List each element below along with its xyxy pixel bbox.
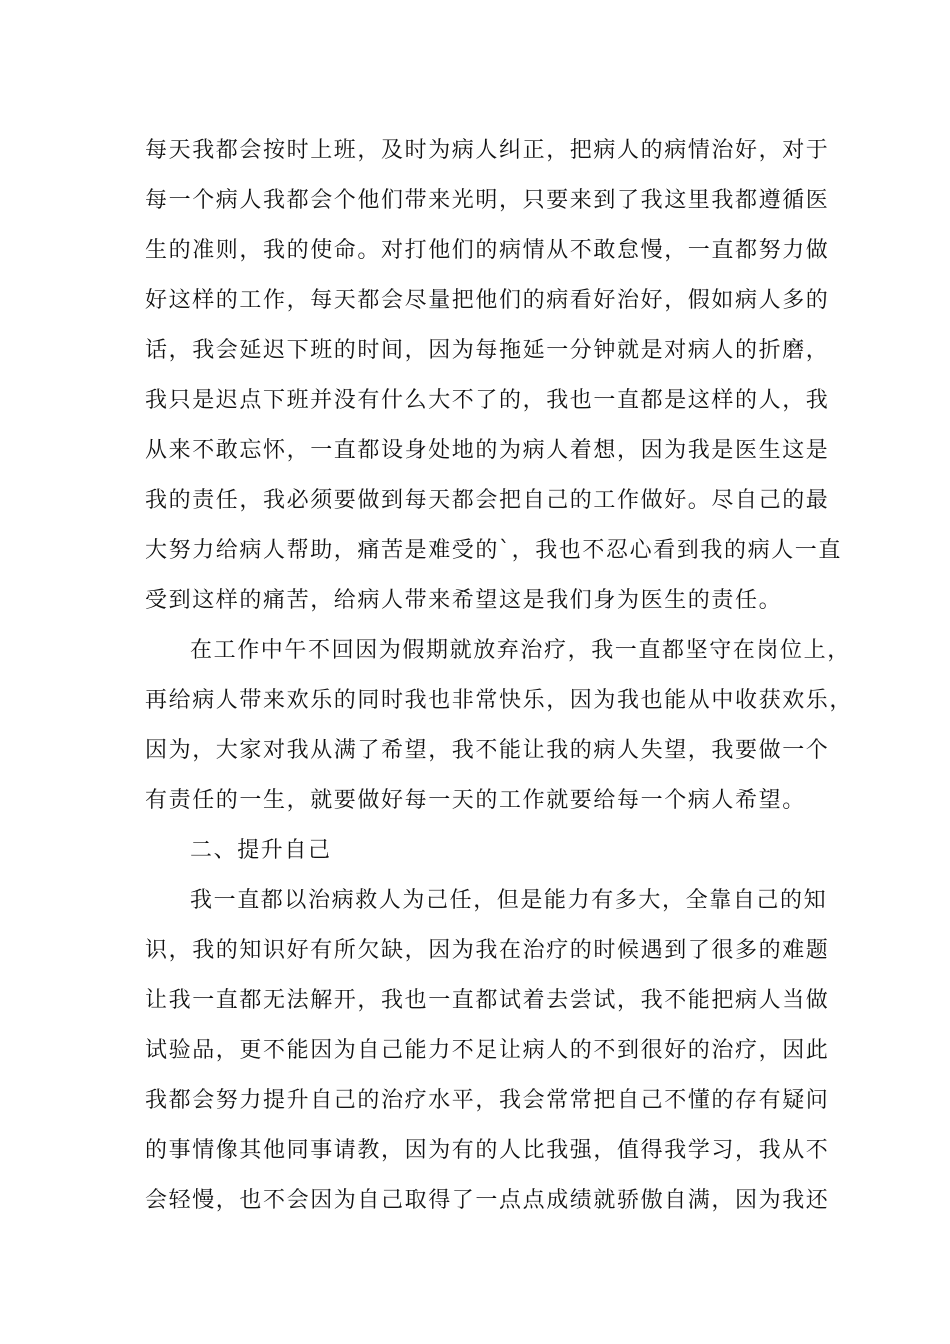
- text-line: 会轻慢，也不会因为自己取得了一点点成绩就骄傲自满，因为我还: [145, 1188, 830, 1213]
- text-line: 再给病人带来欢乐的同时我也非常快乐，因为我也能从中收获欢乐，: [145, 688, 854, 713]
- text-line: 试验品，更不能因为自己能力不足让病人的不到很好的治疗，因此: [145, 1038, 830, 1063]
- text-line: 受到这样的痛苦，给病人带来希望这是我们身为医生的责任。: [145, 588, 783, 613]
- text-line: 每一个病人我都会个他们带来光明，只要来到了我这里我都遵循医: [145, 188, 830, 213]
- text-line: 从来不敢忘怀，一直都设身处地的为病人着想，因为我是医生这是: [145, 438, 830, 463]
- text-line: 每天我都会按时上班，及时为病人纠正，把病人的病情治好，对于: [145, 138, 830, 163]
- text-line: 生的准则，我的使命。对打他们的病情从不敢怠慢，一直都努力做: [145, 238, 830, 263]
- text-line: 让我一直都无法解开，我也一直都试着去尝试，我不能把病人当做: [145, 988, 830, 1013]
- text-line: 因为，大家对我从满了希望，我不能让我的病人失望，我要做一个: [145, 738, 830, 763]
- text-line: 的事情像其他同事请教，因为有的人比我强，值得我学习，我从不: [145, 1138, 830, 1163]
- text-line: 我的责任，我必须要做到每天都会把自己的工作做好。尽自己的最: [145, 488, 830, 513]
- text-line: 我只是迟点下班并没有什么大不了的，我也一直都是这样的人，我: [145, 388, 830, 413]
- text-line: 话，我会延迟下班的时间，因为每拖延一分钟就是对病人的折磨，: [145, 338, 830, 363]
- paragraph-first-line: 在工作中午不回因为假期就放弃治疗，我一直都坚守在岗位上，: [190, 638, 851, 663]
- text-line: 我都会努力提升自己的治疗水平，我会常常把自己不懂的存有疑问: [145, 1088, 830, 1113]
- section-heading: 二、提升自己: [190, 838, 332, 863]
- text-line: 大努力给病人帮助，痛苦是难受的`，我也不忍心看到我的病人一直: [145, 538, 843, 563]
- text-line: 有责任的一生，就要做好每一天的工作就要给每一个病人希望。: [145, 788, 806, 813]
- paragraph-first-line: 我一直都以治病救人为己任，但是能力有多大，全靠自己的知: [190, 888, 828, 913]
- text-line: 好这样的工作，每天都会尽量把他们的病看好治好，假如病人多的: [145, 288, 830, 313]
- text-line: 识，我的知识好有所欠缺，因为我在治疗的时候遇到了很多的难题: [145, 938, 830, 963]
